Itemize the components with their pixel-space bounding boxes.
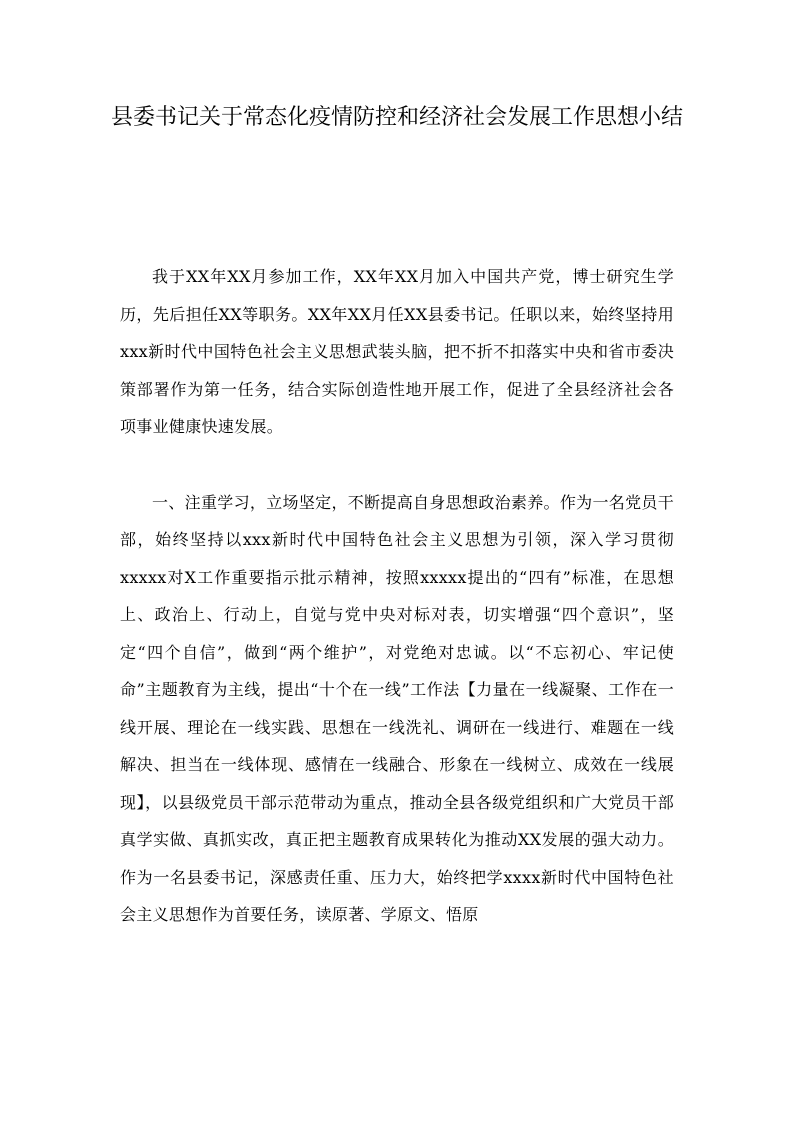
- section-one-paragraph: 一、注重学习，立场坚定，不断提高自身思想政治素养。作为一名党员干部，始终坚持以xxx新时代中国特色社会主义思想为引领，深入学习贯彻xxxxx对X工作重要指示批示精神，按照xxxxx提出的“四有”标准，在思想上、政治上、行动上，自觉与党中央对标对表，切实增强“四个意识”，坚定“四个自信”，做到“两个维护”，对党绝对忠诚。以“不忘初心、牢记使命”主题教育为主线，提出“十个在一线”工作法【力量在一线凝聚、工作在一线开展、理论在一线实践、思想在一线洗礼、调研在一线进行、难题在一线解决、担当在一线体现、感情在一线融合、形象在一线树立、成效在一线展现】，以县级党员干部示范带动为重点，推动全县各级党组织和广大党员干部真学实做、真抓实改，真正把主题教育成果转化为推动XX发展的强大动力。作为一名县委书记，深感责任重、压力大，始终把学xxxx新时代中国特色社会主义思想作为首要任务，读原著、学原文、悟原: [120, 492, 674, 924]
- intro-paragraph: 我于XX年XX月参加工作，XX年XX月加入中国共产党，博士研究生学历，先后担任XX等职务。XX年XX月任XX县委书记。任职以来，始终坚持用xxx新时代中国特色社会主义思想武装头脑，把不折不扣落实中央和省市委决策部署作为第一任务，结合实际创造性地开展工作，促进了全县经济社会各项事业健康快速发展。: [120, 267, 674, 436]
- paragraph-spacer: [120, 446, 674, 484]
- document-title: 县委书记关于常态化疫情防控和经济社会发展工作思想小结: [110, 105, 683, 130]
- document-body: [120, 258, 674, 934]
